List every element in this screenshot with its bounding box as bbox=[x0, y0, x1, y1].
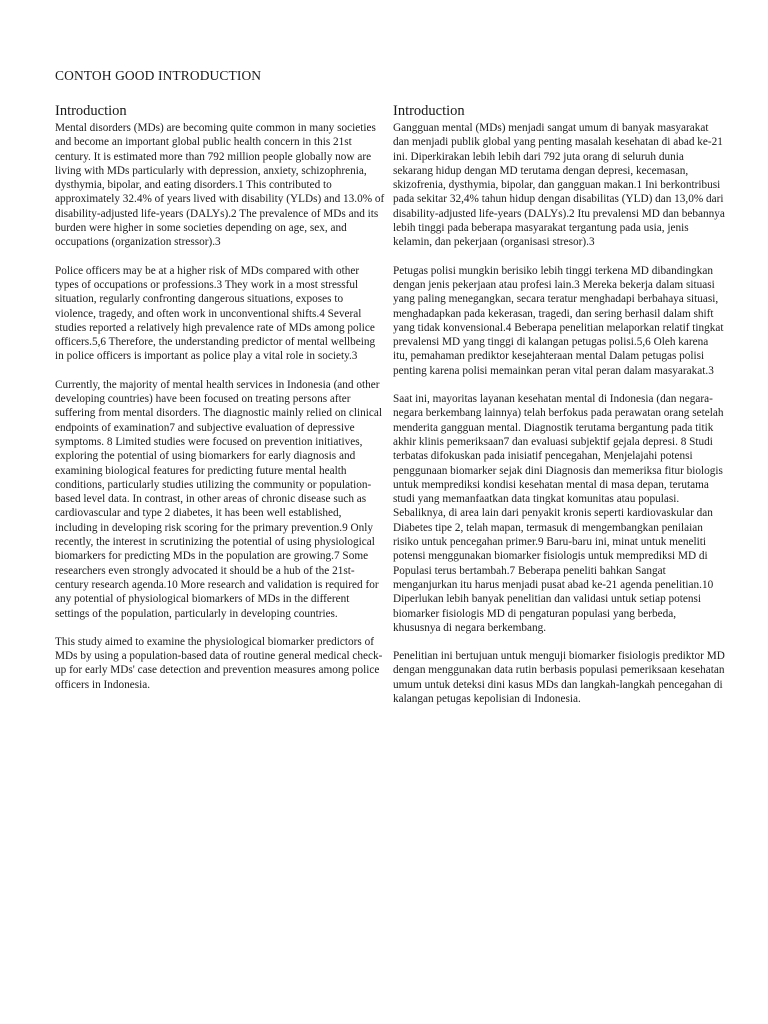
indonesian-heading: Introduction bbox=[393, 103, 465, 119]
english-paragraph-2: Police officers may be at a higher risk of MDs compared with other types of occupations or professions.3 They work in a most stressful situation, regularly confronting dangerous situations, exposes to violence, tragedy, and often work in unconventional shifts.4 Several studies reported a relatively high prevalence rate of MDs among police officers.5,6 Therefore, the understanding predictor of mental wellbeing in police officers is important as police play a vital role in society.3 bbox=[55, 264, 376, 363]
indonesian-column bbox=[393, 102, 725, 720]
indonesian-paragraph-2: Petugas polisi mungkin berisiko lebih tinggi terkena MD dibandingkan dengan jenis pekerjaan atau profesi lain.3 Mereka bekerja dalam situasi yang paling menegangkan, secara teratur menghadapi berbahaya situasi, menghadapkan pada kekerasan, tragedi, dan sering berhasil dalam shift yang tidak konvensional.4 Beberapa penelitian melaporkan relatif tingkat prevalensi MD yang tinggi di kalangan petugas polisi.5,6 Oleh karena itu, pemahaman prediktor kesejahteraan mental Dalam petugas polisi penting karena polisi memainkan peran vital peran dalam masyarakat.3 bbox=[393, 264, 724, 377]
indonesian-paragraph-4: Penelitian ini bertujuan untuk menguji biomarker fisiologis prediktor MD dengan menggunakan data rutin berbasis populasi pemeriksaan kesehatan umum untuk deteksi dini kasus MDs dan langkah-langkah pencegahan di kalangan petugas kepolisian di Indonesia. bbox=[393, 650, 725, 705]
english-paragraph-3: Currently, the majority of mental health services in Indonesia (and other developing countries) have been focused on treating persons after suffering from mental disorders. The diagnostic mainly relied on clinical endpoints of examination7 and subjective evaluation of depressive symptoms. 8 Limited studies were focused on prevention initiatives, exploring the potential of using biomarkers for early diagnosis and examining biological features for predicting future mental health conditions, particularly studies utilizing the community or population-based level data. In contrast, in other areas of chronic disease such as cardiovascular and type 2 diabetes, it has been well established, including in developing risk scoring for the primary prevention.9 Only recently, the interest in scrutinizing the potential of using physiological biomarkers for predicting MDs in the population are growing.7 Some researchers even strongly advocated it should be a hub of the 21st-century research agenda.10 More research and validation is required for any potential of physiological biomarkers of MDs in the different settings of the population, particularly in developing countries. bbox=[55, 378, 382, 620]
document-title: CONTOH GOOD INTRODUCTION bbox=[55, 68, 262, 83]
english-paragraph-4: This study aimed to examine the physiological biomarker predictors of MDs by using a population-based data of routine general medical check-up for early MDs' case detection and prevention measures among police officers in Indonesia. bbox=[55, 635, 383, 691]
indonesian-paragraph-1: Gangguan mental (MDs) menjadi sangat umum di banyak masyarakat dan menjadi publik global yang penting masalah kesehatan di abad ke-21 ini. Diperkirakan lebih lebih dari 792 juta orang di seluruh dunia sekarang hidup dengan MD terutama dengan depresi, kecemasan, skizofrenia, dysthymia, bipolar, dan gangguan makan.1 Ini berkontribusi pada sekitar 32,4% tahun hidup dengan disabilitas (YLD) dan 13,0% dari disability-adjusted life-years (DALYs).2 Itu prevalensi MD dan bebannya lebih tinggi pada beberapa masyarakat tergantung pada usia, jenis kelamin, dan pekerjaan (organisasi stresor).3 bbox=[393, 122, 725, 249]
english-heading: Introduction bbox=[55, 103, 127, 119]
english-column bbox=[55, 102, 385, 706]
indonesian-paragraph-3: Saat ini, mayoritas layanan kesehatan mental di Indonesia (dan negara-negara berkembang lainnya) telah berfokus pada perawatan orang setelah menderita gangguan mental. Diagnostik terutama bergantung pada titik akhir klinis pemeriksaan7 dan evaluasi subjektif gejala depresi. 8 Studi terbatas difokuskan pada inisiatif pencegahan, Menjelajahi potensi penggunaan biomarker sejak dini Diagnosis dan memeriksa fitur biologis untuk memprediksi kondisi kesehatan mental di masa depan, terutama studi yang memanfaatkan data tingkat komunitas atau populasi. Sebaliknya, di area lain dari penyakit kronis seperti kardiovaskular dan Diabetes tipe 2, telah mapan, termasuk di mengembangkan penilaian risiko untuk pencegahan primer.9 Baru-baru ini, minat untuk meneliti potensi menggunakan biomarker fisiologis untuk memprediksi MD di Populasi terus bertambah.7 Beberapa peneliti bahkan Sangat menganjurkan itu harus menjadi pusat abad ke-21 agenda penelitian.10 Diperlukan lebih banyak penelitian dan validasi untuk setiap potensi biomarker fisiologis MD di pengaturan populasi yang berbeda, khususnya di negara berkembang. bbox=[393, 393, 724, 634]
english-paragraph-1: Mental disorders (MDs) are becoming quite common in many societies and become an important global public health concern in this 21st century. It is estimated more than 792 million people globally now are living with MDs particularly with depression, anxiety, schizophrenia, dysthymia, bipolar, and eating disorders.1 This contributed to approximately 32.4% of years lived with disability (YLDs) and 13.0% of disability-adjusted life-years (DALYs).2 The prevalence of MDs and its burden were higher in some societies depending on age, sex, and occupations (organization stressor).3 bbox=[55, 122, 385, 249]
